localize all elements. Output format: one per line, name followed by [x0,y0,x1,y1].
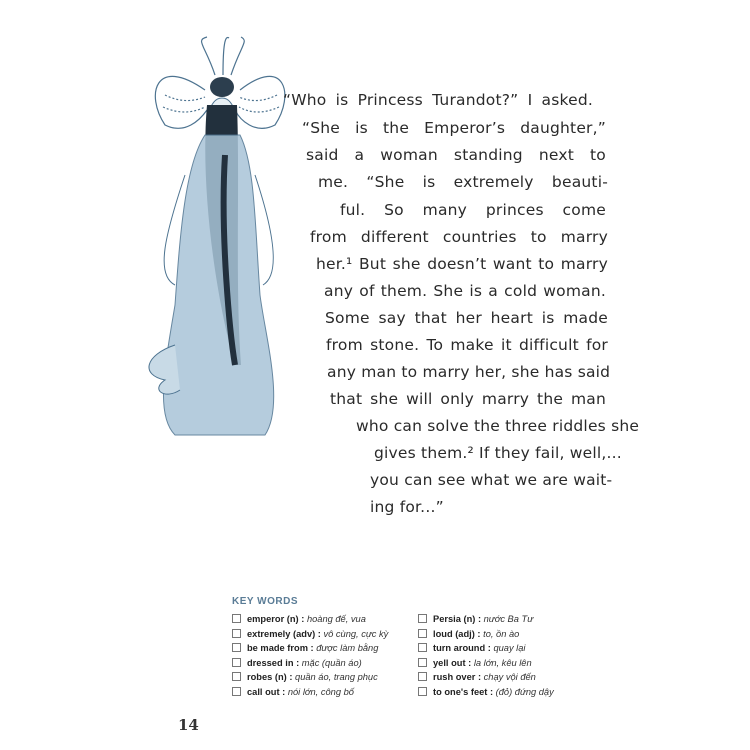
key-word-meaning: quay lại [493,643,526,653]
story-line: “She is the Emperor’s daughter,” [302,119,606,137]
checkbox[interactable] [232,643,241,652]
story-line: from stone. To make it difficult for [326,336,608,354]
key-word-meaning: nói lớn, công bố [287,686,354,697]
story-line: any of them. She is a cold woman. [324,282,606,300]
key-word-meaning: vô cùng, cực kỳ [323,628,389,639]
story-line: her.¹ But she doesn’t want to marry [316,255,608,273]
story-line: Some say that her heart is made [325,309,608,327]
checkbox[interactable] [232,614,241,623]
key-word-item [418,629,519,639]
checkbox[interactable] [232,672,241,681]
key-word-item [418,643,525,653]
story-line: “Who is Princess Turandot?” I asked. [283,91,593,109]
story-line: that she will only marry the man [330,390,606,408]
key-word-meaning: mặc (quần áo) [301,657,362,668]
key-word-item [418,614,533,624]
key-word-term: yell out : [433,657,472,668]
key-word-item [418,687,554,697]
key-word-meaning: la lớn, kêu lên [473,657,532,668]
key-word-meaning: nước Ba Tư [483,614,534,624]
checkbox[interactable] [418,658,427,667]
story-line: you can see what we are wait- [370,471,613,489]
story-line: who can solve the three riddles she [356,417,640,435]
key-word-term: to one's feet : [433,686,494,697]
key-word-item [418,672,536,682]
checkbox[interactable] [418,687,427,696]
story-line: ful. So many princes come [340,201,606,219]
key-word-meaning: chạy vội đến [483,672,536,682]
key-word-meaning: được làm bằng [316,643,379,653]
story-line: gives them.² If they fail, well,... [374,444,622,462]
key-word-term: loud (adj) : [433,628,481,639]
key-word-item [232,672,378,682]
key-word-term: call out : [247,686,286,697]
story-line: any man to marry her, she has said [327,363,611,381]
key-word-item [232,658,362,668]
story-line: from different countries to marry [310,228,608,246]
key-words-title: KEY WORDS [232,596,298,607]
key-word-term: emperor (n) : [247,614,305,624]
key-word-item [232,629,388,639]
key-word-item [232,643,378,653]
story-line: said a woman standing next to [306,146,606,164]
key-word-item [418,658,532,668]
key-word-term: turn around : [433,643,491,653]
key-word-meaning: hoàng đế, vua [306,614,366,624]
key-word-term: rush over : [433,672,482,682]
page-number: 14 [178,716,199,734]
key-word-meaning: quần áo, trang phục [295,672,378,682]
checkbox[interactable] [418,672,427,681]
checkbox[interactable] [418,643,427,652]
key-word-term: dressed in : [247,657,300,668]
checkbox[interactable] [418,614,427,623]
key-word-item [232,687,354,697]
story-line: ing for...” [370,498,444,516]
checkbox[interactable] [232,687,241,696]
key-word-term: Persia (n) : [433,614,482,624]
checkbox[interactable] [232,629,241,638]
key-word-meaning: (đỏ) đứng dậy [495,686,554,697]
key-word-item [232,614,366,624]
checkbox[interactable] [232,658,241,667]
story-line: me. “She is extremely beauti- [318,173,608,191]
key-word-term: extremely (adv) : [247,628,321,639]
key-word-term: be made from : [247,643,314,653]
princess-illustration [145,35,295,475]
key-word-meaning: to, ồn ào [483,628,520,639]
key-word-term: robes (n) : [247,672,293,682]
checkbox[interactable] [418,629,427,638]
